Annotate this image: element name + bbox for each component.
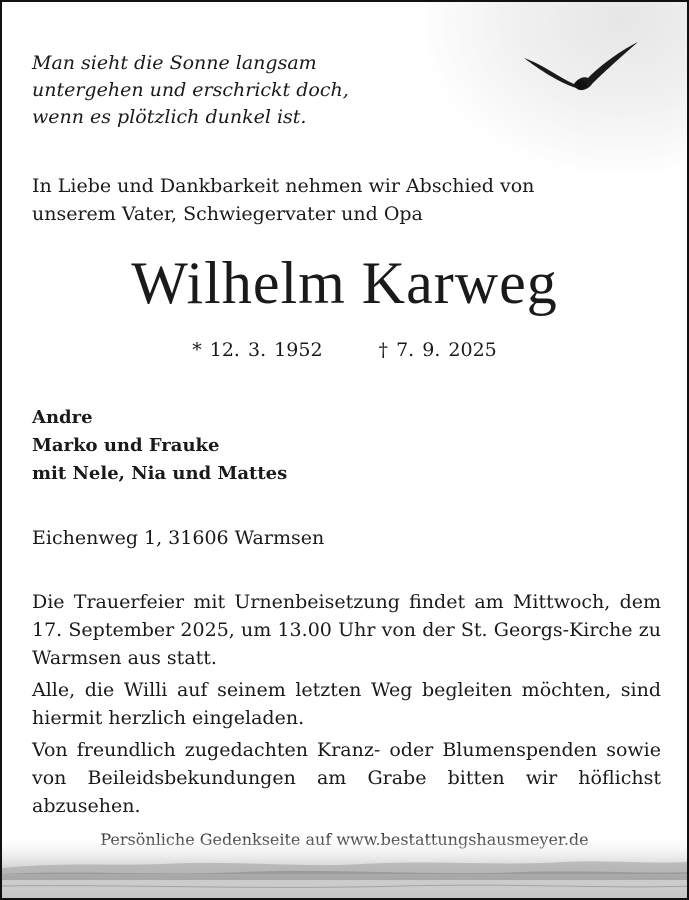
funeral-details-paragraph: Die Trauerfeier mit Urnenbeisetzung findet am Mittwoch, dem 17. September 2025, um 13.00 Uhr von der St. Georgs-Kirche zu Warmsen aus statt. — [32, 591, 661, 669]
life-dates — [2, 336, 687, 364]
mourner-address: Eichenweg 1, 31606 Warmsen — [32, 527, 325, 549]
donations-paragraph: Von freundlich zugedachten Kranz- oder Blumenspenden sowie von Beileidsbekundungen am Grabe bitten wir höflichst abzusehen. — [32, 739, 661, 817]
death-date: † 7. 9. 2025 — [378, 339, 497, 361]
deceased-name: Wilhelm Karweg — [131, 250, 558, 316]
poem-line: wenn es plötzlich dunkel ist. — [32, 106, 307, 128]
mourner-line: Marko und Frauke — [32, 435, 220, 456]
misty-lake-landscape — [2, 834, 689, 898]
poem-quote — [32, 50, 349, 131]
invitation-paragraph: Alle, die Willi auf seinem letzten Weg begleiten möchten, sind hiermit herzlich eingeladen. — [32, 679, 661, 729]
poem-line: untergehen und erschrickt doch, — [32, 79, 349, 101]
mourner-line: Andre — [32, 407, 93, 428]
birth-date: * 12. 3. 1952 — [192, 339, 323, 361]
intro-line: unserem Vater, Schwiegervater und Opa — [32, 203, 423, 225]
intro-line: In Liebe und Dankbarkeit nehmen wir Abschied von — [32, 175, 535, 197]
mourners-list — [32, 404, 287, 488]
poem-line: Man sieht die Sonne langsam — [32, 52, 317, 74]
bird-silhouette-icon — [522, 38, 642, 98]
mourner-line: mit Nele, Nia und Mattes — [32, 463, 288, 484]
farewell-intro — [32, 172, 534, 228]
